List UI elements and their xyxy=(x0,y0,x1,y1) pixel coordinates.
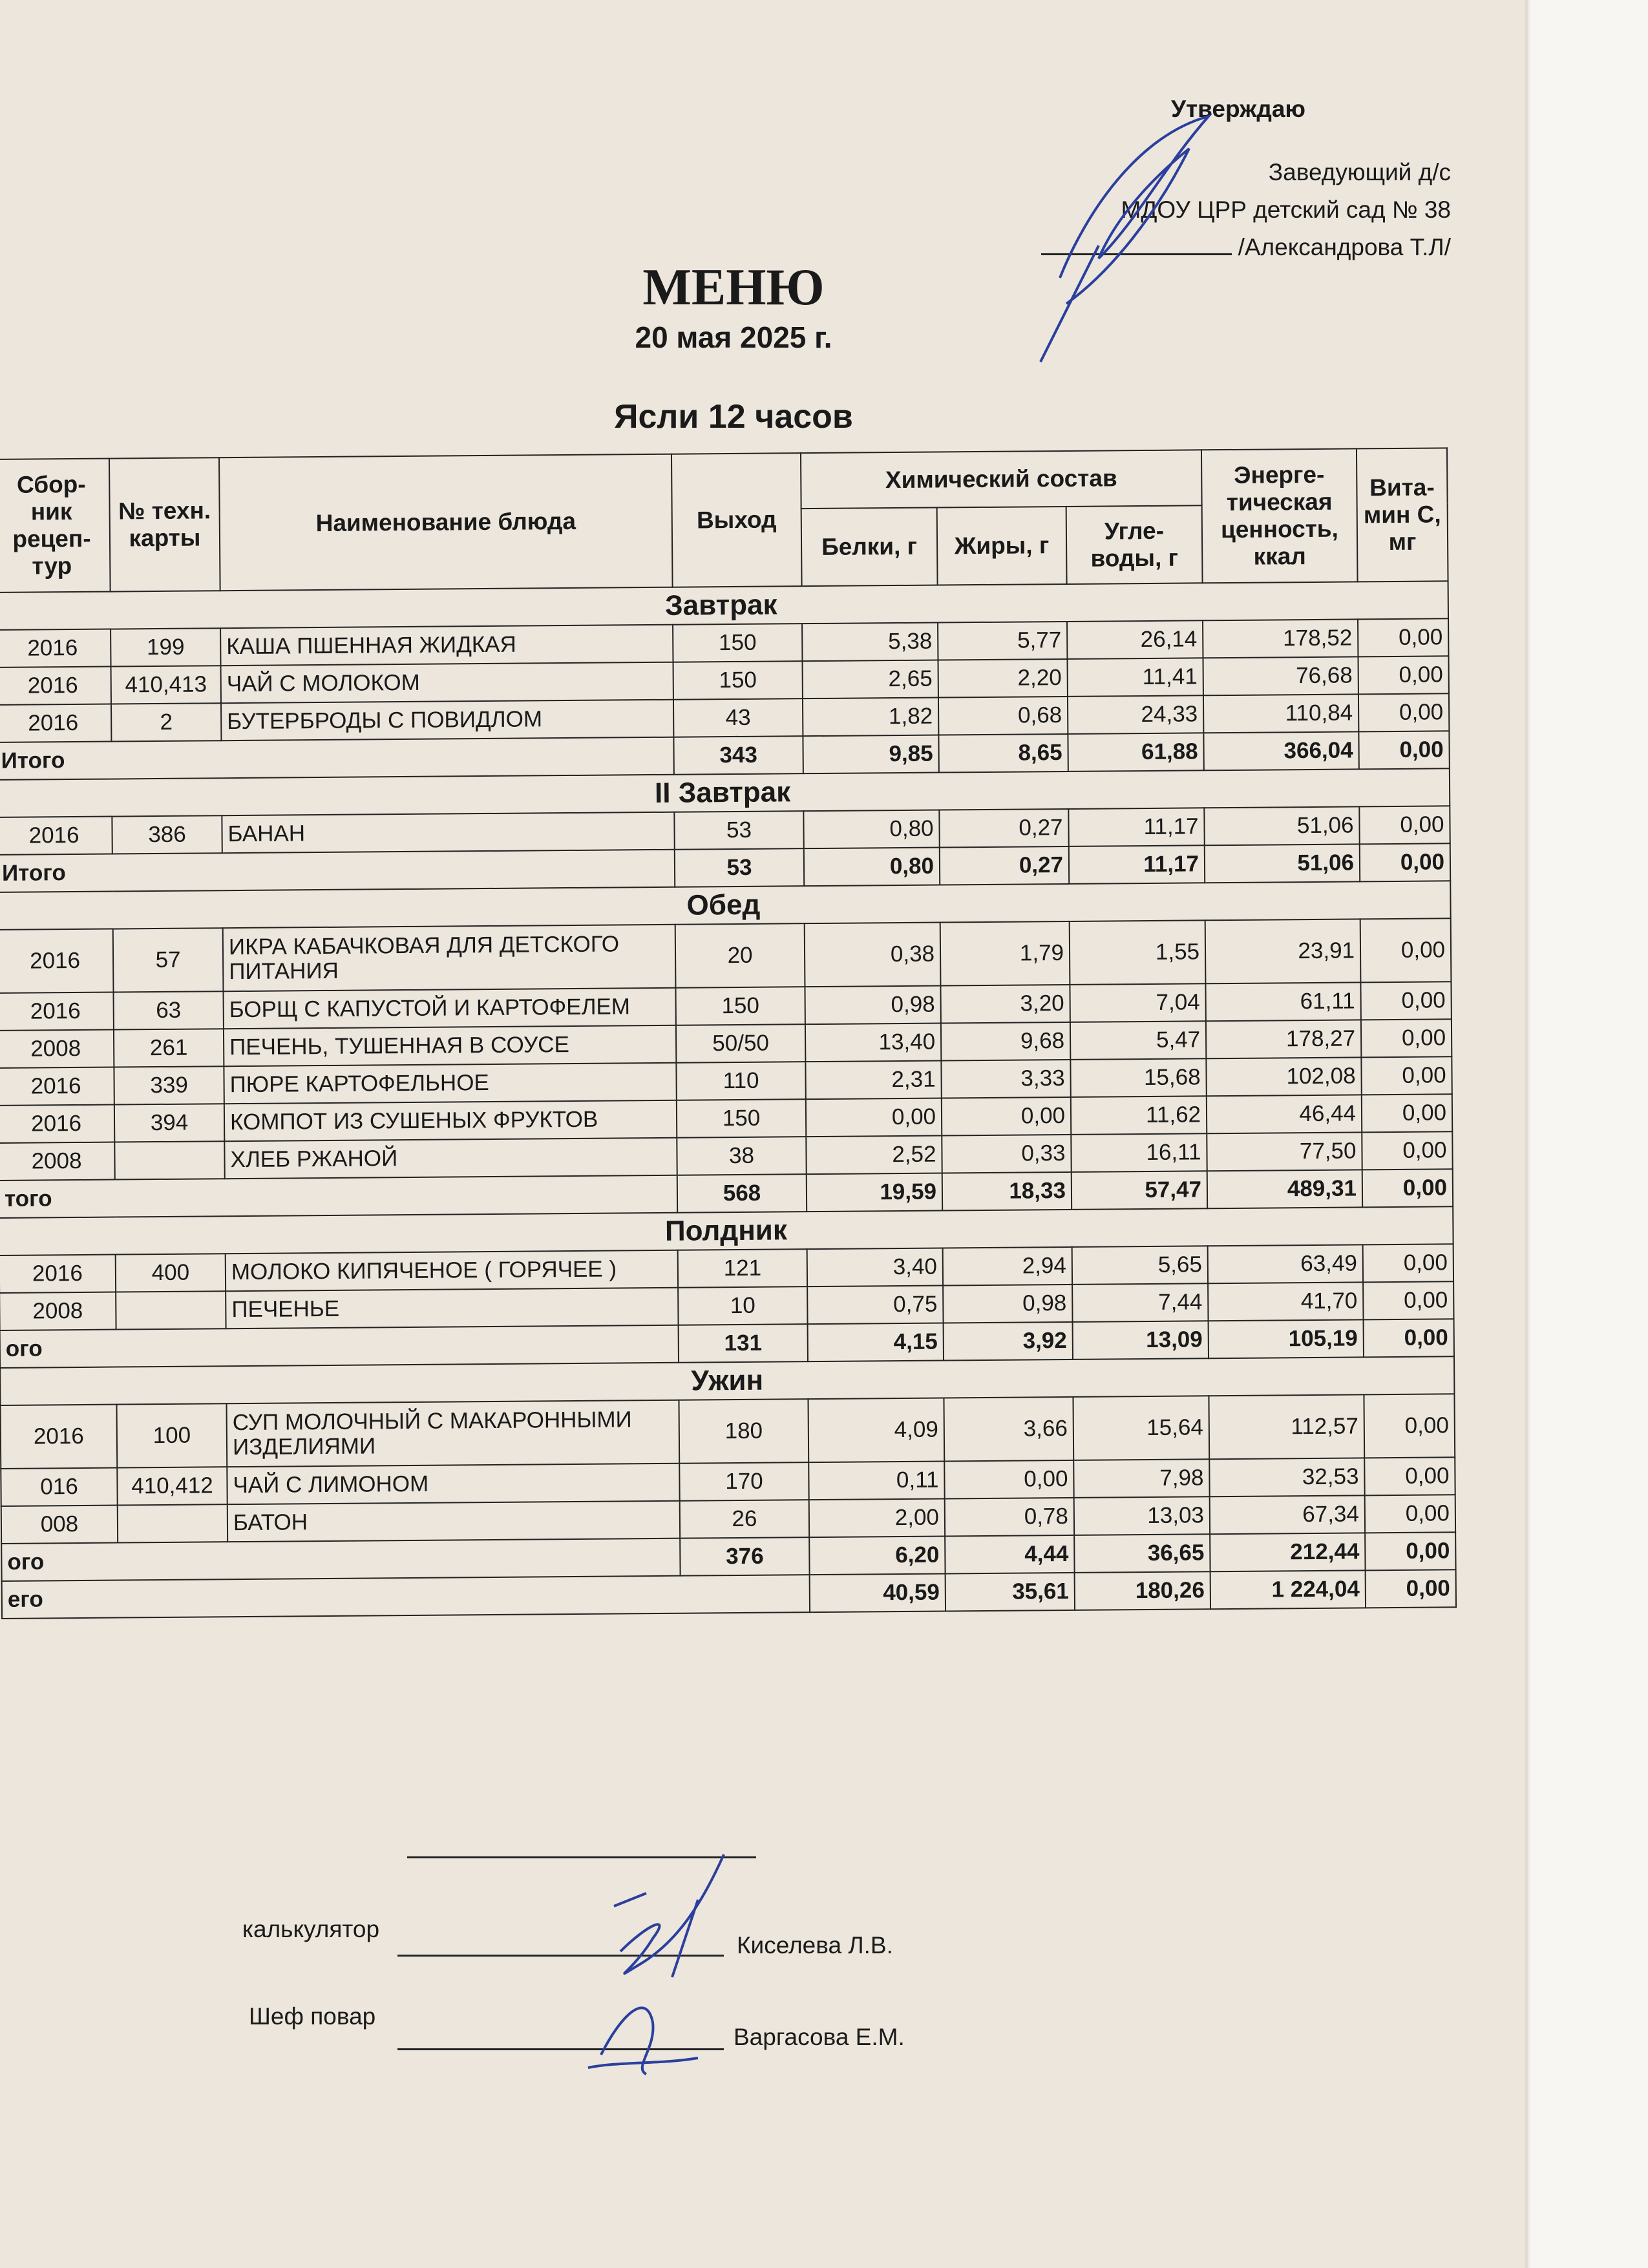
total-fat-cell: 0,27 xyxy=(940,846,1069,885)
carbs-cell: 5,47 xyxy=(1070,1021,1206,1060)
carbs-cell: 7,98 xyxy=(1073,1459,1209,1498)
fat-cell: 2,20 xyxy=(938,659,1067,698)
dish-name-cell: ХЛЕБ РЖАНОЙ xyxy=(224,1138,677,1179)
fat-cell: 0,98 xyxy=(943,1285,1072,1323)
output-cell: 110 xyxy=(676,1062,805,1100)
energy-cell: 23,91 xyxy=(1205,919,1361,983)
energy-cell: 32,53 xyxy=(1209,1458,1364,1496)
fat-cell: 3,20 xyxy=(940,985,1070,1024)
energy-cell: 77,50 xyxy=(1207,1132,1362,1171)
total-label-cell: того xyxy=(0,1175,677,1218)
output-cell: 10 xyxy=(678,1286,807,1325)
vitamin-cell: 0,00 xyxy=(1358,618,1448,656)
output-cell: 121 xyxy=(678,1249,807,1288)
col-carbs-header: Угле-воды, г xyxy=(1066,505,1203,584)
grand-total-carbs-cell: 180,26 xyxy=(1075,1571,1210,1610)
output-cell: 50/50 xyxy=(676,1024,805,1063)
total-energy-cell: 51,06 xyxy=(1205,844,1360,883)
col-fat-header: Жиры, г xyxy=(937,507,1067,585)
calculator-signature xyxy=(614,1854,724,1977)
dish-name-cell: ПЕЧЕНЬ, ТУШЕННАЯ В СОУСЕ xyxy=(224,1025,676,1066)
protein-cell: 3,40 xyxy=(807,1248,943,1286)
total-vitamin-cell: 0,00 xyxy=(1358,731,1449,769)
total-output-cell: 376 xyxy=(680,1537,809,1576)
collection-cell: 2008 xyxy=(0,1292,116,1330)
grand-total-protein-cell: 40,59 xyxy=(810,1573,945,1612)
carbs-cell: 16,11 xyxy=(1071,1133,1207,1172)
section-title: II Завтрак xyxy=(0,768,1450,817)
fat-cell: 9,68 xyxy=(941,1022,1070,1061)
total-carbs-cell: 13,09 xyxy=(1073,1321,1209,1360)
carbs-cell: 11,17 xyxy=(1068,808,1204,846)
grand-total-energy-cell: 1 224,04 xyxy=(1210,1570,1366,1609)
approval-organization: МДОУ ЦРР детский сад № 38 xyxy=(1121,196,1451,223)
carbs-cell: 26,14 xyxy=(1067,620,1203,659)
collection-cell: 2008 xyxy=(0,1030,114,1068)
fat-cell: 0,00 xyxy=(942,1097,1071,1136)
protein-cell: 2,31 xyxy=(805,1060,941,1099)
vitamin-cell: 0,00 xyxy=(1360,982,1451,1020)
total-vitamin-cell: 0,00 xyxy=(1360,843,1450,881)
card-cell: 400 xyxy=(116,1254,226,1292)
carbs-cell: 7,04 xyxy=(1070,983,1205,1022)
approval-signatory: /Александрова Т.Л/ xyxy=(1238,234,1451,260)
total-energy-cell: 366,04 xyxy=(1203,731,1358,770)
card-cell: 63 xyxy=(113,991,223,1029)
output-cell: 150 xyxy=(675,987,805,1025)
protein-cell: 0,75 xyxy=(807,1285,943,1324)
carbs-cell: 5,65 xyxy=(1072,1246,1208,1285)
energy-cell: 110,84 xyxy=(1203,694,1358,733)
fat-cell: 1,79 xyxy=(940,921,1070,986)
director-signature xyxy=(1041,116,1209,362)
vitamin-cell: 0,00 xyxy=(1358,656,1448,694)
total-fat-cell: 3,92 xyxy=(944,1322,1073,1361)
card-cell: 57 xyxy=(113,928,224,992)
vitamin-cell: 0,00 xyxy=(1358,693,1449,731)
total-energy-cell: 212,44 xyxy=(1210,1533,1365,1571)
energy-cell: 61,11 xyxy=(1205,982,1360,1021)
carbs-cell: 24,33 xyxy=(1068,695,1203,734)
protein-cell: 0,11 xyxy=(808,1461,944,1500)
energy-cell: 102,08 xyxy=(1206,1057,1361,1096)
energy-cell: 46,44 xyxy=(1207,1095,1362,1133)
grand-total-label-cell: его xyxy=(2,1575,810,1619)
energy-cell: 67,34 xyxy=(1210,1495,1365,1534)
total-output-cell: 131 xyxy=(679,1324,808,1363)
total-energy-cell: 489,31 xyxy=(1207,1170,1362,1208)
collection-cell: 2016 xyxy=(0,667,111,705)
grand-total-vitamin-cell: 0,00 xyxy=(1366,1570,1456,1608)
col-chem-header: Химический состав xyxy=(801,450,1202,509)
total-carbs-cell: 61,88 xyxy=(1068,733,1203,772)
collection-cell: 2016 xyxy=(0,704,111,742)
fat-cell: 5,77 xyxy=(938,622,1067,660)
dish-name-cell: ИКРА КАБАЧКОВАЯ ДЛЯ ДЕТСКОГО ПИТАНИЯ xyxy=(223,925,676,991)
col-protein-header: Белки, г xyxy=(801,508,938,587)
dish-name-cell: БАНАН xyxy=(222,812,674,853)
dish-name-cell: МОЛОКО КИПЯЧЕНОЕ ( ГОРЯЧЕЕ ) xyxy=(226,1250,678,1291)
total-fat-cell: 4,44 xyxy=(945,1535,1074,1574)
vitamin-cell: 0,00 xyxy=(1362,1131,1452,1170)
dish-name-cell: БАТОН xyxy=(227,1501,680,1542)
fat-cell: 0,33 xyxy=(942,1135,1071,1173)
total-output-cell: 568 xyxy=(677,1174,807,1213)
total-protein-cell: 6,20 xyxy=(809,1536,945,1575)
card-cell: 100 xyxy=(117,1403,227,1467)
col-vitamin-header: Вита-мин С, мг xyxy=(1357,448,1448,582)
total-label-cell: Итого xyxy=(0,850,675,892)
collection-cell: 2016 xyxy=(0,629,111,667)
dish-name-cell: КОМПОТ ИЗ СУШЕНЫХ ФРУКТОВ xyxy=(224,1100,677,1141)
approval-heading: Утверждаю xyxy=(1171,96,1305,122)
protein-cell: 13,40 xyxy=(805,1023,941,1062)
total-output-cell: 343 xyxy=(673,736,803,775)
card-cell: 339 xyxy=(114,1066,224,1104)
dish-name-cell: СУП МОЛОЧНЫЙ С МАКАРОННЫМИ ИЗДЕЛИЯМИ xyxy=(226,1400,679,1467)
card-cell: 261 xyxy=(114,1029,224,1067)
carbs-cell: 11,41 xyxy=(1067,658,1203,697)
menu-date: 20 мая 2025 г. xyxy=(635,320,832,354)
vitamin-cell: 0,00 xyxy=(1362,1094,1452,1132)
vitamin-cell: 0,00 xyxy=(1364,1394,1455,1458)
total-fat-cell: 8,65 xyxy=(938,734,1068,773)
carbs-cell: 15,64 xyxy=(1073,1396,1209,1460)
total-label-cell: ого xyxy=(0,1325,679,1368)
collection-cell: 2016 xyxy=(0,992,114,1031)
carbs-cell: 7,44 xyxy=(1072,1283,1208,1322)
vitamin-cell: 0,00 xyxy=(1363,1244,1453,1282)
total-protein-cell: 4,15 xyxy=(808,1323,944,1361)
total-carbs-cell: 36,65 xyxy=(1074,1534,1210,1573)
vitamin-cell: 0,00 xyxy=(1360,918,1452,982)
collection-cell: 2016 xyxy=(0,929,113,993)
output-cell: 53 xyxy=(674,811,803,850)
section-title: Ужин xyxy=(0,1356,1454,1405)
fat-cell: 3,66 xyxy=(944,1397,1073,1462)
protein-cell: 1,82 xyxy=(803,698,938,737)
protein-cell: 0,98 xyxy=(805,986,940,1025)
dish-name-cell: КАША ПШЕННАЯ ЖИДКАЯ xyxy=(220,625,673,666)
calculator-role: калькулятор xyxy=(242,1916,380,1942)
total-protein-cell: 0,80 xyxy=(804,848,940,887)
collection-cell: 2016 xyxy=(0,1255,116,1293)
protein-cell: 2,65 xyxy=(802,660,938,699)
card-cell: 2 xyxy=(111,703,221,741)
total-protein-cell: 19,59 xyxy=(807,1173,942,1212)
protein-cell: 5,38 xyxy=(802,623,938,662)
collection-cell: 008 xyxy=(1,1506,118,1544)
carbs-cell: 13,03 xyxy=(1074,1496,1210,1535)
fat-cell: 3,33 xyxy=(941,1060,1070,1098)
total-label-cell: ого xyxy=(1,1538,680,1581)
output-cell: 20 xyxy=(675,923,805,988)
output-cell: 150 xyxy=(673,624,802,662)
group-name: Ясли 12 часов xyxy=(614,398,853,436)
card-cell: 199 xyxy=(111,628,220,666)
fat-cell: 0,68 xyxy=(938,697,1068,735)
total-vitamin-cell: 0,00 xyxy=(1365,1532,1455,1570)
fat-cell: 2,94 xyxy=(943,1247,1072,1286)
col-dish-header: Наименование блюда xyxy=(219,454,673,591)
collection-cell: 2016 xyxy=(0,1105,114,1143)
protein-cell: 0,00 xyxy=(806,1098,942,1137)
energy-cell: 41,70 xyxy=(1208,1282,1363,1321)
total-label-cell: Итого xyxy=(0,737,674,780)
card-cell: 394 xyxy=(114,1104,224,1142)
dish-name-cell: БУТЕРБРОДЫ С ПОВИДЛОМ xyxy=(221,700,673,740)
calculator-name: Киселева Л.В. xyxy=(737,1932,893,1958)
output-cell: 38 xyxy=(677,1137,806,1175)
vitamin-cell: 0,00 xyxy=(1363,1281,1453,1319)
chef-signature xyxy=(588,2008,698,2074)
output-cell: 150 xyxy=(677,1099,806,1138)
dish-name-cell: ПЮРЕ КАРТОФЕЛЬНОЕ xyxy=(224,1063,676,1104)
total-fat-cell: 18,33 xyxy=(942,1172,1072,1211)
output-cell: 180 xyxy=(679,1399,808,1464)
energy-cell: 63,49 xyxy=(1208,1244,1363,1283)
fat-cell: 0,00 xyxy=(944,1460,1073,1499)
col-collection-header: Сбор-ник рецеп-тур xyxy=(0,459,111,593)
card-cell: 410,412 xyxy=(117,1467,227,1505)
protein-cell: 2,00 xyxy=(809,1498,945,1537)
card-cell: 386 xyxy=(112,815,222,854)
dish-name-cell: БОРЩ С КАПУСТОЙ И КАРТОФЕЛЕМ xyxy=(223,988,675,1029)
section-title: Завтрак xyxy=(0,581,1448,630)
energy-cell: 178,27 xyxy=(1206,1020,1361,1058)
collection-cell: 2016 xyxy=(0,1067,114,1106)
total-output-cell: 53 xyxy=(675,848,804,887)
collection-cell: 2008 xyxy=(0,1142,115,1181)
total-protein-cell: 9,85 xyxy=(803,735,938,774)
col-output-header: Выход xyxy=(671,453,802,587)
vitamin-cell: 0,00 xyxy=(1359,806,1450,844)
col-energy-header: Энерге-тическая ценность, ккал xyxy=(1201,448,1358,583)
vitamin-cell: 0,00 xyxy=(1364,1457,1455,1495)
carbs-cell: 11,62 xyxy=(1071,1096,1207,1135)
total-vitamin-cell: 0,00 xyxy=(1364,1319,1454,1357)
dish-name-cell: ЧАЙ С ЛИМОНОМ xyxy=(227,1464,679,1504)
total-vitamin-cell: 0,00 xyxy=(1362,1169,1453,1207)
grand-total-fat-cell: 35,61 xyxy=(945,1573,1075,1612)
vitamin-cell: 0,00 xyxy=(1361,1056,1452,1095)
protein-cell: 2,52 xyxy=(806,1135,942,1174)
output-cell: 170 xyxy=(679,1462,808,1501)
collection-cell: 2016 xyxy=(0,817,112,855)
page-title: МЕНЮ xyxy=(642,259,825,316)
fat-cell: 0,27 xyxy=(939,809,1068,848)
collection-cell: 2016 xyxy=(1,1405,118,1469)
protein-cell: 0,80 xyxy=(803,810,939,849)
chef-role: Шеф повар xyxy=(249,2003,376,2030)
total-carbs-cell: 57,47 xyxy=(1072,1171,1207,1210)
energy-cell: 51,06 xyxy=(1204,806,1359,845)
chef-name: Варгасова Е.М. xyxy=(734,2024,905,2050)
output-cell: 26 xyxy=(680,1500,809,1538)
carbs-cell: 1,55 xyxy=(1070,920,1206,985)
output-cell: 43 xyxy=(673,698,803,737)
total-carbs-cell: 11,17 xyxy=(1069,845,1205,884)
carbs-cell: 15,68 xyxy=(1070,1058,1206,1097)
section-title: Обед xyxy=(0,881,1451,930)
collection-cell: 016 xyxy=(1,1468,117,1506)
protein-cell: 4,09 xyxy=(808,1398,944,1462)
energy-cell: 112,57 xyxy=(1209,1394,1364,1459)
card-cell: 410,413 xyxy=(111,666,221,704)
energy-cell: 76,68 xyxy=(1203,656,1358,695)
total-energy-cell: 105,19 xyxy=(1209,1319,1364,1358)
vitamin-cell: 0,00 xyxy=(1361,1019,1452,1057)
col-card-header: № техн. карты xyxy=(109,457,220,591)
fat-cell: 0,78 xyxy=(945,1498,1074,1537)
energy-cell: 178,52 xyxy=(1203,619,1358,658)
dish-name-cell: ЧАЙ С МОЛОКОМ xyxy=(221,662,673,703)
vitamin-cell: 0,00 xyxy=(1365,1495,1455,1533)
section-title: Полдник xyxy=(0,1206,1453,1255)
dish-name-cell: ПЕЧЕНЬЕ xyxy=(226,1288,678,1328)
output-cell: 150 xyxy=(673,661,803,700)
protein-cell: 0,38 xyxy=(805,923,941,987)
approval-position: Заведующий д/с xyxy=(1268,159,1451,185)
